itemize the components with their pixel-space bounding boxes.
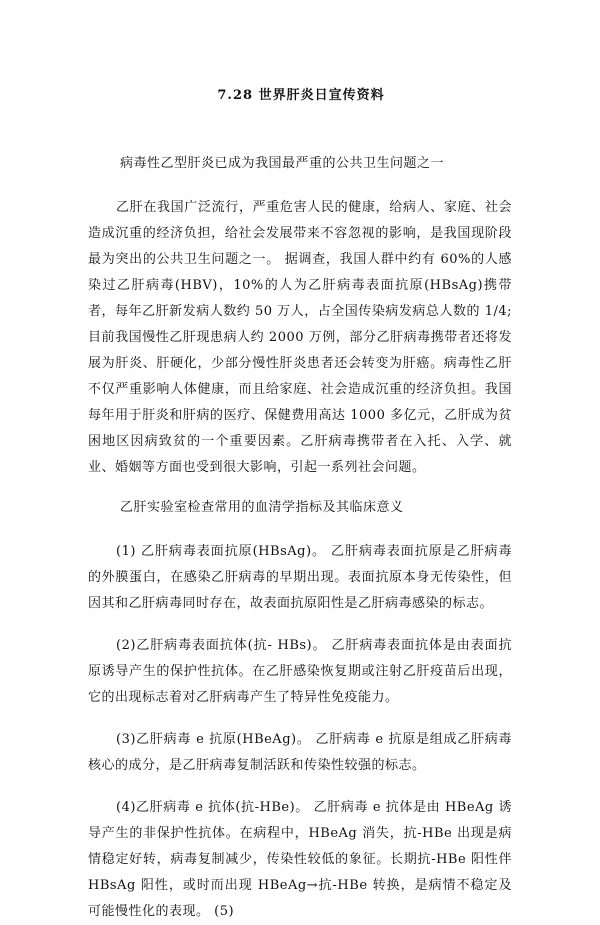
document-title: 7.28 世界肝炎日宣传资料 [217, 88, 385, 103]
list-item: (4)乙肝病毒 e 抗体(抗-HBe)。 乙肝病毒 e 抗体是由 HBeAg 诱导产生的非保护性抗体。在病程中，HBeAg 消失，抗-HBe 出现是病情稳定好转，病毒复制减少，传染性较低的象征。长期抗-HBe 阳性伴 HBsAg 阳性，或时而出现 HBeAg→抗-HBe 转换，是病情不稳定及可能慢性化的表现。 (5) [88, 800, 512, 919]
list-item: (1) 乙肝病毒表面抗原(HBsAg)。 乙肝病毒表面抗原是乙肝病毒的外膜蛋白，在感染乙肝病毒的早期出现。表面抗原本身无传染性，但因其和乙肝病毒同时存在，故表面抗原阳性是乙肝病毒感染的标志。 [88, 544, 512, 611]
section-heading-1: 病毒性乙型肝炎已成为我国最严重的公共卫生问题之一 [120, 156, 445, 171]
list-item: (3)乙肝病毒 e 抗原(HBeAg)。 乙肝病毒 e 抗原是组成乙肝病毒核心的成分，是乙肝病毒复制活跃和传染性较强的标志。 [88, 732, 512, 773]
section-heading-2: 乙肝实验室检查常用的血清学指标及其临床意义 [120, 500, 404, 515]
section-body-1: 乙肝在我国广泛流行，严重危害人民的健康，给病人、家庭、社会造成沉重的经济负担，给社会发展带来不容忽视的影响，是我国现阶段最为突出的公共卫生问题之一。 据调查，我国人群中约有 60%的人感染过乙肝病毒(HBV)，10%的人为乙肝病毒表面抗原(HBsAg)携带者，每年乙肝新发病人数约 50 万人，占全国传染病发病总人数的 1/4;目前我国慢性乙肝现患病人约 2000 万例，部分乙肝病毒携带者还将发展为肝炎、肝硬化，少部分慢性肝炎患者还会转变为肝癌。病毒性乙肝不仅严重影响人体健康，而且给家庭、社会造成沉重的经济负担。我国每年用于肝炎和肝病的医疗、保健费用高达 1000 多亿元，乙肝成为贫困地区因病致贫的一个重要因素。乙肝病毒携带者在入托、入学、就业、婚姻等方面也受到很大影响，引起一系列社会问题。 [88, 200, 512, 475]
list-item: (2)乙肝病毒表面抗体(抗- HBs)。 乙肝病毒表面抗体是由表面抗原诱导产生的保护性抗体。在乙肝感染恢复期或注射乙肝疫苗后出现，它的出现标志着对乙肝病毒产生了特异性免疫能力。 [88, 638, 512, 705]
